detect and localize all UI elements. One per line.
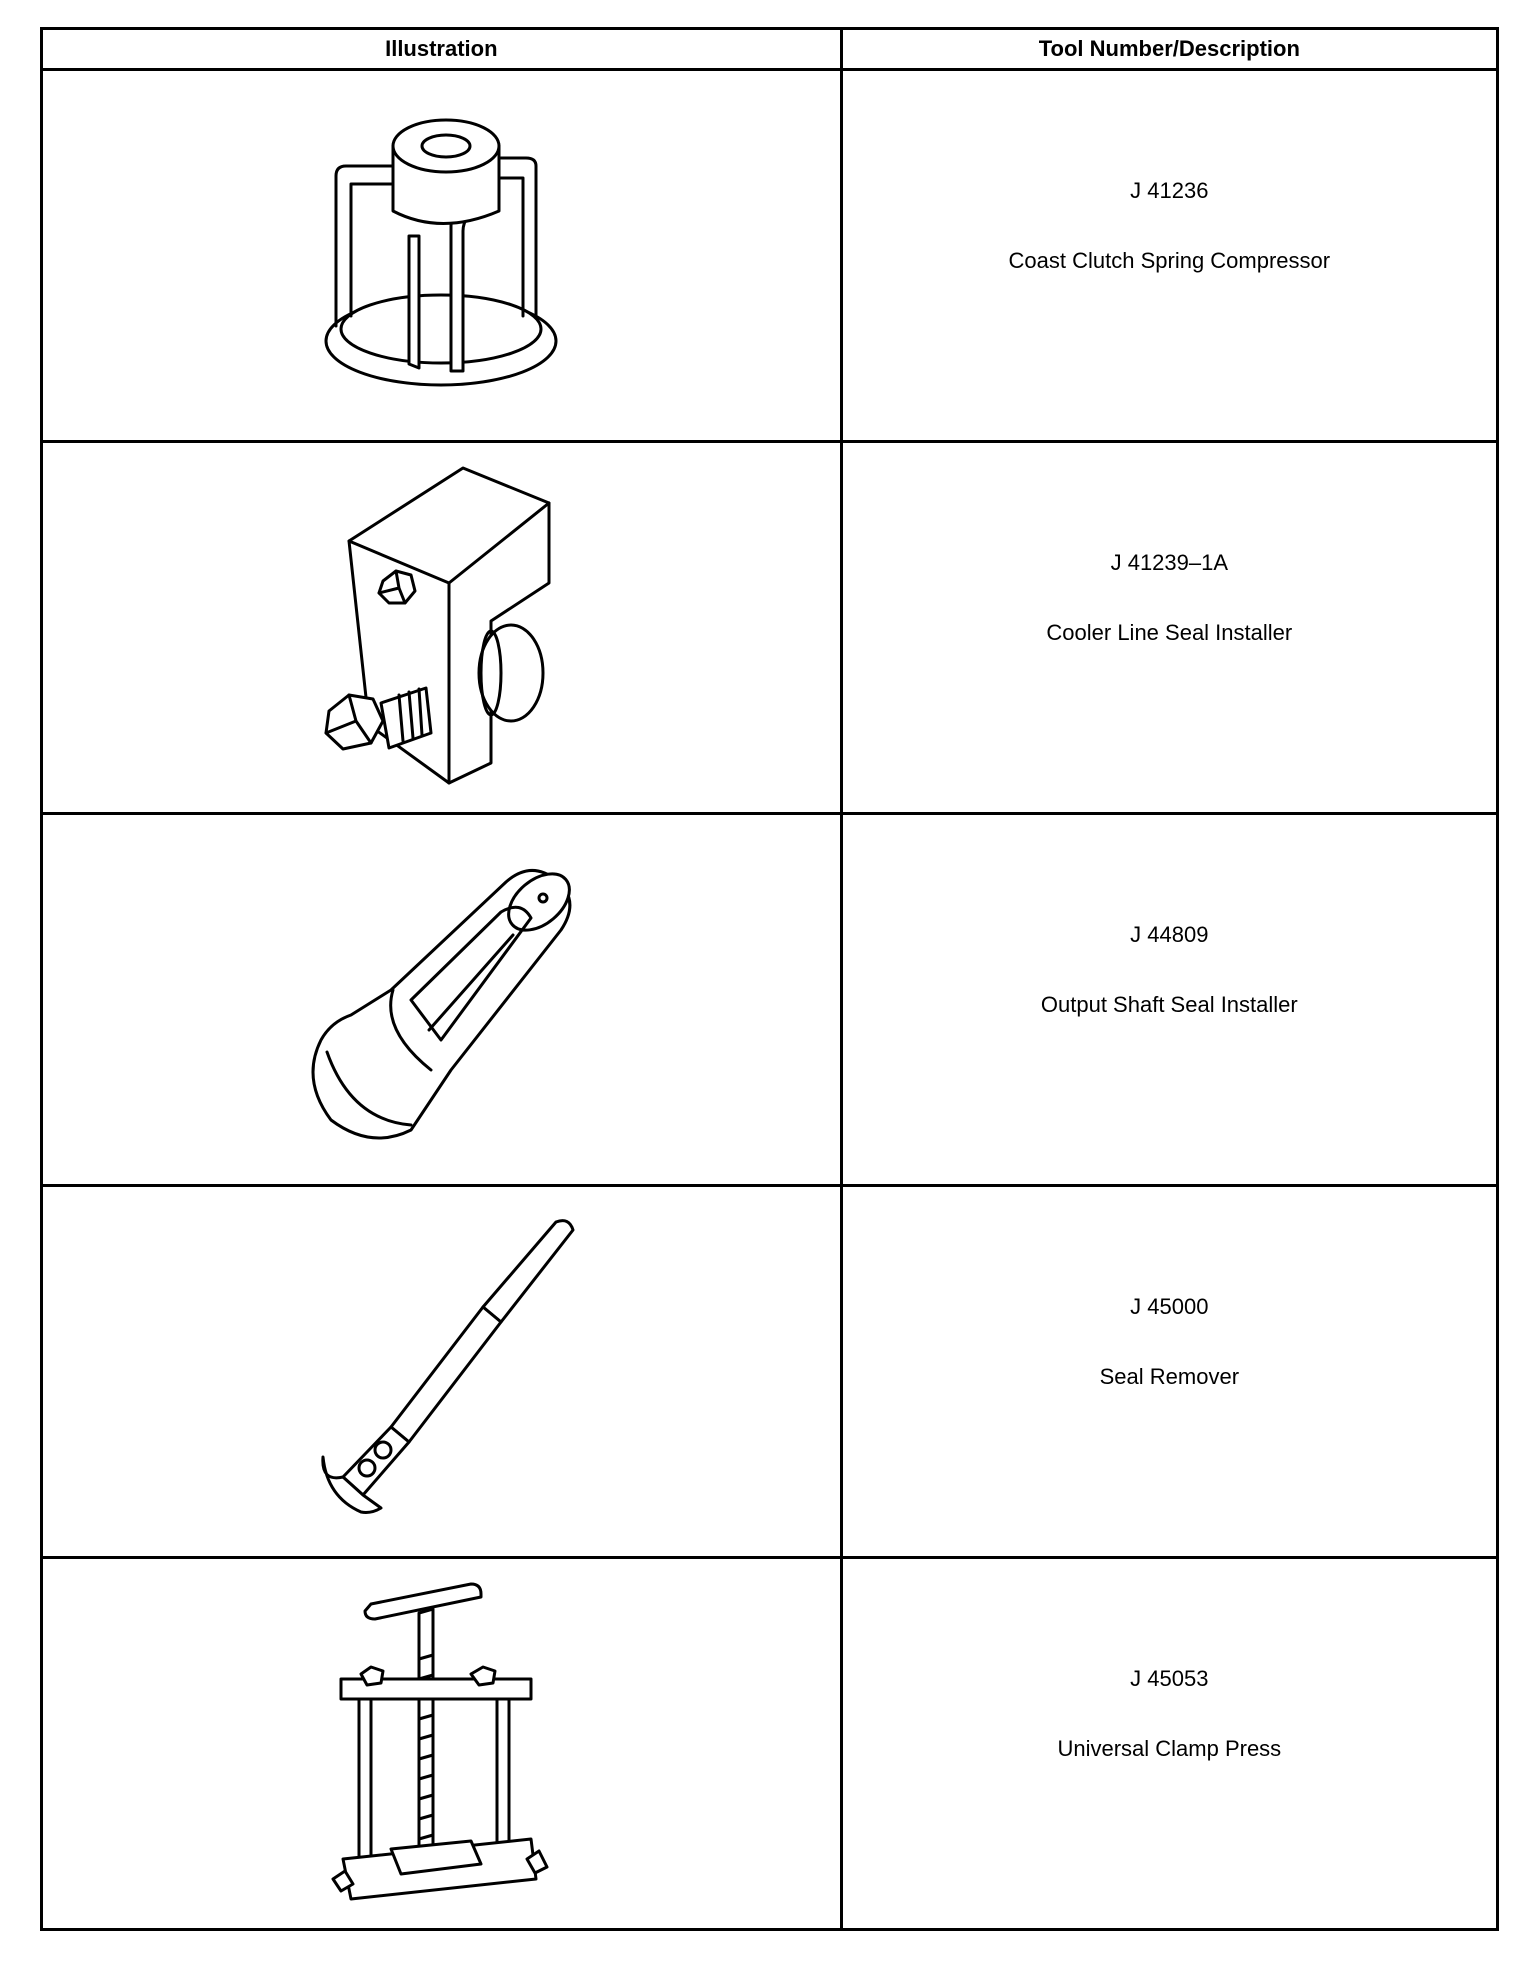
description-cell xyxy=(841,70,1497,442)
tool-number: J 45053 xyxy=(1130,1665,1209,1691)
table-row xyxy=(42,442,1498,814)
tool-name: Universal Clamp Press xyxy=(1057,1735,1282,1761)
description-cell xyxy=(841,1186,1497,1558)
spring-compressor-icon xyxy=(301,106,581,406)
illustration-cell xyxy=(42,814,842,1186)
tool-name: Output Shaft Seal Installer xyxy=(1040,991,1298,1017)
tool-number: J 41239–1A xyxy=(1110,549,1229,575)
seal-remover-hook-icon xyxy=(291,1212,591,1532)
illustration-cell xyxy=(42,1186,842,1558)
shaft-seal-installer-icon xyxy=(291,840,591,1160)
tool-name: Coast Clutch Spring Compressor xyxy=(1008,247,1331,273)
tool-number: J 44809 xyxy=(1130,921,1209,947)
header-tool-number-description: Tool Number/Description xyxy=(841,29,1497,70)
header-illustration: Illustration xyxy=(42,29,842,70)
description-cell xyxy=(841,814,1497,1186)
tool-number: J 45000 xyxy=(1130,1293,1209,1319)
tool-name: Seal Remover xyxy=(1099,1363,1240,1389)
special-tools-table xyxy=(40,27,1499,1931)
seal-installer-block-icon xyxy=(301,463,581,793)
clamp-press-icon xyxy=(331,1579,551,1909)
illustration-cell xyxy=(42,70,842,442)
table-row xyxy=(42,1186,1498,1558)
tool-number: J 41236 xyxy=(1130,177,1209,203)
table-header-row xyxy=(42,29,1498,70)
illustration-cell xyxy=(42,1558,842,1930)
table-row xyxy=(42,1558,1498,1930)
table-row xyxy=(42,814,1498,1186)
description-cell xyxy=(841,442,1497,814)
table-row xyxy=(42,70,1498,442)
tool-name: Cooler Line Seal Installer xyxy=(1046,619,1293,645)
description-cell xyxy=(841,1558,1497,1930)
illustration-cell xyxy=(42,442,842,814)
